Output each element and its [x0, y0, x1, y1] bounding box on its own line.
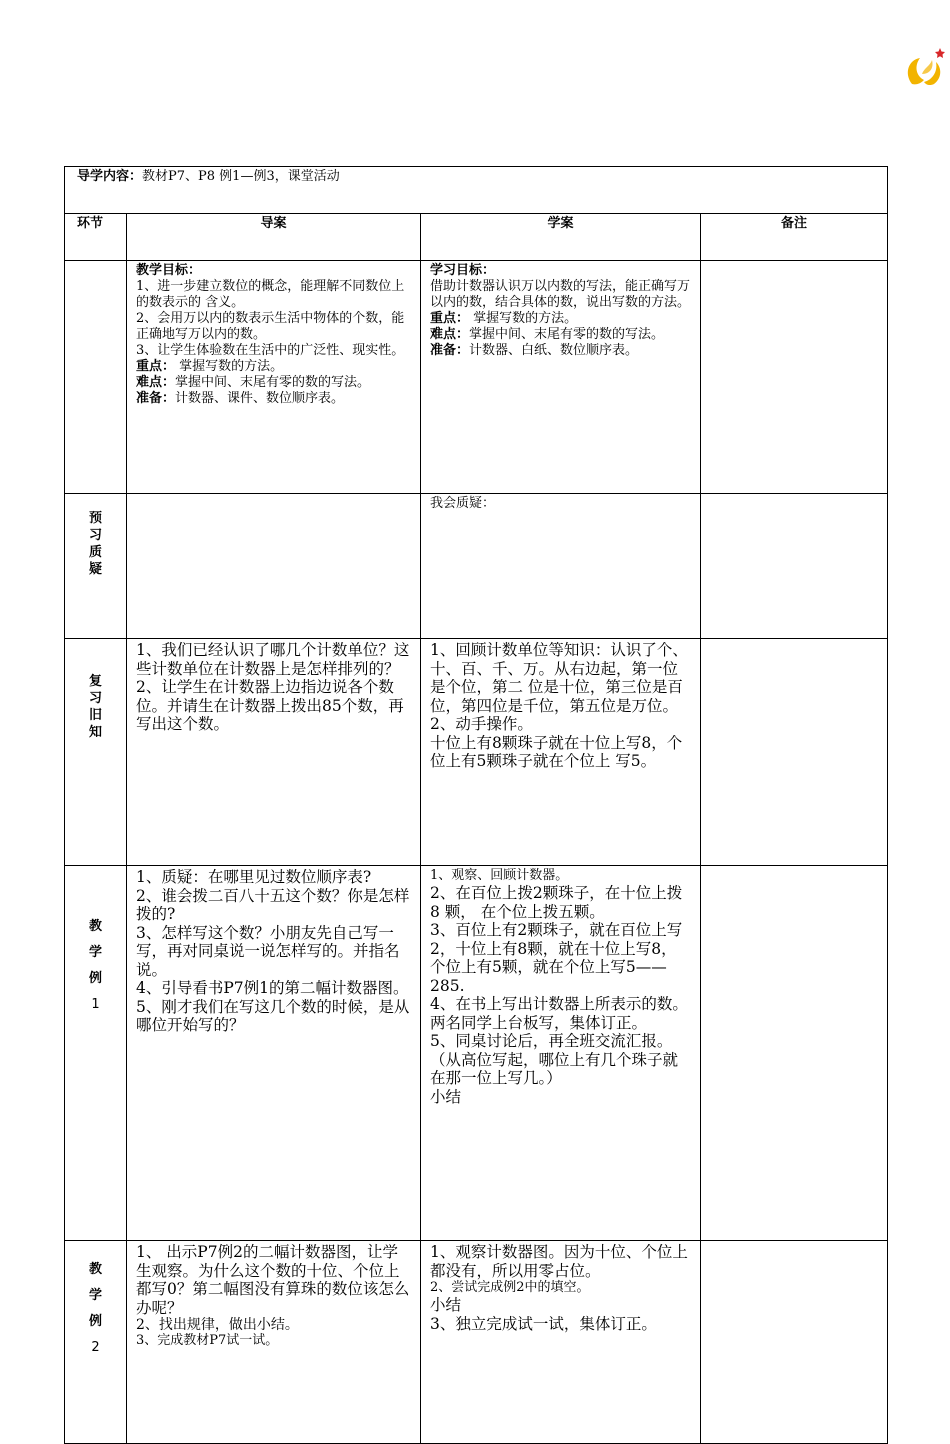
example1-row: [65, 866, 888, 1241]
preview-teacher-cell: [127, 494, 421, 639]
preview-notes-cell: [701, 494, 888, 639]
column-header-row: [65, 214, 888, 261]
review-student-line: 2、动手操作。: [430, 715, 533, 733]
student-goals-title: 学习目标：: [430, 263, 496, 278]
teacher-hard-point: [136, 375, 412, 391]
preview-student-cell: [421, 494, 701, 639]
header-label: 导学内容：: [77, 169, 143, 184]
example1-student-cell: [421, 866, 701, 1241]
example2-label-char: 2: [91, 1340, 100, 1355]
example1-teacher-line: 1、质疑：在哪里见过数位顺序表?: [136, 868, 372, 886]
example2-row: [65, 1241, 888, 1444]
question-prompt: 我会质疑：: [430, 496, 496, 511]
review-teacher-line: 2、让学生在计数器上边指边说各个数位。并请生在计数器上拨出85个数，再写出这个数。: [136, 678, 404, 733]
example1-student-line: 2、在百位上拨2颗珠子，在十位上拨 8 颗， 在个位上拨五颗。: [430, 884, 683, 921]
goals-notes-cell: [701, 261, 888, 494]
key-label: 重点：: [430, 311, 470, 326]
key-label: 重点：: [136, 359, 176, 374]
example1-student-line: 1、观察、回顾计数器。: [430, 868, 569, 883]
review-row: [65, 639, 888, 866]
lesson-plan-table: [64, 166, 888, 1444]
example1-label-char: 例: [88, 971, 102, 986]
key-text: 掌握写数的方法。: [175, 359, 284, 374]
example1-label-char: 学: [88, 945, 102, 960]
prep-label: 准备：: [136, 391, 176, 406]
teacher-goal-line: 3、让学生体验数在生活中的广泛性、现实性。: [136, 343, 405, 358]
example1-stage-cell: [65, 866, 127, 1241]
hard-label: 难点：: [136, 375, 176, 390]
example2-teacher-cell: [127, 1241, 421, 1444]
preview-stage-label: 预习质疑: [88, 511, 102, 577]
teacher-goal-line: 2、会用万以内的数表示生活中物体的个数，能正确地写万以内的数。: [136, 311, 405, 342]
example1-student-line: 5、同桌讨论后，再全班交流汇报。（从高位写起，哪位上有几个珠子就在那一位上写几。）: [430, 1032, 679, 1087]
header-row: [65, 167, 888, 214]
example2-student-cell: [421, 1241, 701, 1444]
example2-student-line: 小结: [430, 1296, 462, 1314]
student-prep: [430, 343, 692, 359]
review-stage-cell: [65, 639, 127, 866]
goals-row: [65, 261, 888, 494]
review-student-line: 1、回顾计数单位等知识：认识了个、十、百、千、万。从右边起，第一位是个位，第二 位是十位，第三位是百位，第四位是千位，第五位是万位。: [430, 641, 688, 715]
column-header-student-plan: 学案: [421, 214, 701, 261]
teacher-key-point: [136, 359, 412, 375]
prep-text: 计数器、白纸、数位顺序表。: [469, 343, 639, 358]
key-text: 掌握写数的方法。: [469, 311, 578, 326]
example1-teacher-line: 2、谁会拨二百八十五这个数？你是怎样拨的?: [136, 886, 410, 923]
prep-text: 计数器、课件、数位顺序表。: [175, 391, 345, 406]
teacher-goals-title: 教学目标：: [136, 263, 202, 278]
column-header-stage: 环节: [65, 214, 127, 261]
review-student-cell: [421, 639, 701, 866]
example1-student-line: 4、在书上写出计数器上所表示的数。两名同学上台板写，集体订正。: [430, 995, 688, 1032]
student-hard-point: [430, 327, 692, 343]
example1-label-char: 教: [88, 919, 102, 934]
example2-notes-cell: [701, 1241, 888, 1444]
prep-label: 准备：: [430, 343, 470, 358]
preview-stage-cell: [65, 494, 127, 639]
example1-teacher-line: 5、刚才我们在写这几个数的时候，是从哪位开始写的？: [136, 997, 410, 1034]
example1-teacher-cell: [127, 866, 421, 1241]
column-header-teacher-plan: 导案: [127, 214, 421, 261]
student-goals-cell: [421, 261, 701, 494]
example2-teacher-line: 3、完成教材P7试一试。: [136, 1333, 279, 1348]
example2-label-char: 例: [88, 1314, 102, 1329]
column-header-notes: 备注: [701, 214, 888, 261]
teacher-goals-cell: [127, 261, 421, 494]
header-text: 教材P7、P8 例1—例3，课堂活动: [142, 169, 340, 184]
student-key-point: [430, 311, 692, 327]
example1-teacher-line: 4、引导看书P7例1的第二幅计数器图。: [136, 979, 409, 997]
review-notes-cell: [701, 639, 888, 866]
hard-text: 掌握中间、末尾有零的数的写法。: [469, 327, 665, 342]
teacher-prep: [136, 391, 412, 407]
example2-student-line: 1、观察计数器图。因为十位、个位上都没有，所以用零占位。: [430, 1243, 688, 1280]
preview-row: [65, 494, 888, 639]
review-student-line: 十位上有8颗珠子就在十位上写8，个位上有5颗珠子就在个位上 写5。: [430, 733, 683, 770]
brand-logo-icon: [902, 44, 950, 92]
example2-teacher-line: 1、 出示P7例2的二幅计数器图，让学生观察。为什么这个数的十位、个位上都写0？第二幅图没有算珠的数位该怎么办呢？: [136, 1243, 410, 1317]
example2-student-line: 3、独立完成试一试，集体订正。: [430, 1314, 657, 1333]
example1-student-line: 3、百位上有2颗珠子，就在百位上写2，十位上有8颗，就在十位上写8，个位上有5颗，就在个位上写5——285.: [430, 921, 683, 995]
review-teacher-line: 1、我们已经认识了哪几个计数单位？这些计数单位在计数器上是怎样排列的？: [136, 641, 410, 678]
goals-stage-cell: [65, 261, 127, 494]
review-teacher-cell: [127, 639, 421, 866]
example1-student-line: 小结: [430, 1087, 462, 1106]
example1-notes-cell: [701, 866, 888, 1241]
example1-teacher-line: 3、怎样写这个数？小朋友先自己写一写，再对同桌说一说怎样写的。并指名说。: [136, 923, 400, 979]
example2-label-char: 学: [88, 1288, 102, 1303]
student-goal-line: 借助计数器认识万以内数的写法，能正确写万以内的数，结合具体的数，说出写数的方法。: [430, 279, 691, 310]
example2-student-line: 2、尝试完成例2中的填空。: [430, 1280, 590, 1295]
example2-teacher-line: 2、找出规律，做出小结。: [136, 1317, 299, 1333]
review-stage-label: 复习旧知: [88, 674, 102, 740]
example1-label-char: 1: [91, 997, 100, 1012]
header-cell: [65, 167, 888, 214]
hard-label: 难点：: [430, 327, 470, 342]
example2-stage-cell: [65, 1241, 127, 1444]
teacher-goal-line: 1、进一步建立数位的概念，能理解不同数位上的数表示的 含义。: [136, 279, 405, 310]
hard-text: 掌握中间、末尾有零的数的写法。: [175, 375, 371, 390]
example2-label-char: 教: [88, 1262, 102, 1277]
